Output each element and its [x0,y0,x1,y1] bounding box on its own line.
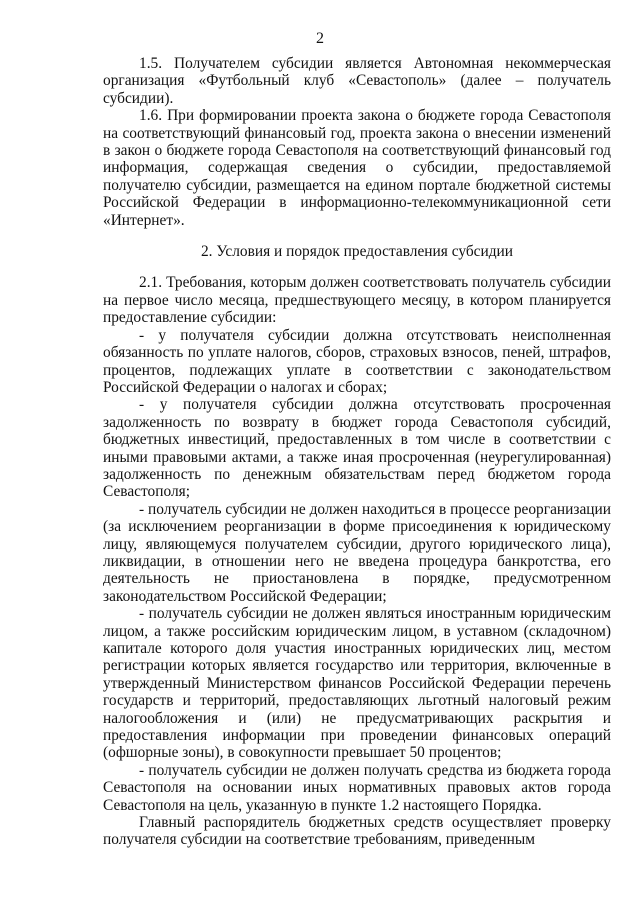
document-body [103,55,611,849]
paragraph-final: Главный распорядитель бюджетных средств осуществляет проверку получателя субсидии на соответствие требованиям, приведенным [103,814,611,849]
paragraph-2-1: 2.1. Требования, которым должен соответствовать получатель субсидии на первое число месяца, предшествующего месяцу, в котором планируется предоставление субсидии: [103,274,611,327]
section-2-heading: 2. Условия и порядок предоставления субсидии [200,243,514,261]
page-number: 2 [316,30,324,47]
requirement-item-5: - получатель субсидии не должен получать средства из бюджета города Севастополя на основании иных нормативных правовых актов города Севастополя на цель, указанную в пункте 1.2 настоящего Порядка. [103,761,611,814]
requirement-item-2: - у получателя субсидии должна отсутствовать просроченная задолженность по возврату в бюджет города Севастополя субсидий, бюджетных инвестиций, предоставленных в том числе в соответствии с иными правовыми актами, а также иная просроченная (неурегулированная) задолженность по денежным обязательствам перед бюджетом города Севастополя; [103,396,611,501]
paragraph-1-5: 1.5. Получателем субсидии является Автономная некоммерческая организация «Футбольный клуб «Севастополь» (далее – получатель субсидии). [103,55,611,107]
requirement-item-4: - получатель субсидии не должен являться иностранным юридическим лицом, а также российским юридическим лицом, в уставном (складочном) капитале которого доля участия иностранных юридических лиц, местом регистрации которых является государство или территория, включенные в утвержденный Министерством финансов Российской Федерации перечень государств и территорий, предоставляющих льготный налоговый режим налогообложения и (или) не предусматривающих раскрытия и предоставления информации при проведении финансовых операций (офшорные зоны), в совокупности превышает 50 процентов; [103,605,611,762]
requirement-item-1: - у получателя субсидии должна отсутствовать неисполненная обязанность по уплате налогов, сборов, страховых взносов, пеней, штрафов, процентов, подлежащих уплате в соответствии с законодательством Российской Федерации о налогах и сборах; [103,326,611,396]
requirement-item-3: - получатель субсидии не должен находиться в процессе реорганизации (за исключением реорганизации в форме присоединения к юридическому лицу, являющемуся получателем субсидии, другого юридического лица), ликвидации, в отношении него не введена процедура банкротства, его деятельность не приостановлена в порядке, предусмотренном законодательством Российской Федерации; [103,500,611,605]
paragraph-1-6: 1.6. При формировании проекта закона о бюджете города Севастополя на соответствующий финансовый год, проекта закона о внесении изменений в закон о бюджете города Севастополя на соответствующий финансовый год информация, содержащая сведения о субсидии, предоставляемой получателю субсидии, размещается на едином портале бюджетной системы Российской Федерации в информационно-телекоммуникационной сети «Интернет». [103,107,611,229]
